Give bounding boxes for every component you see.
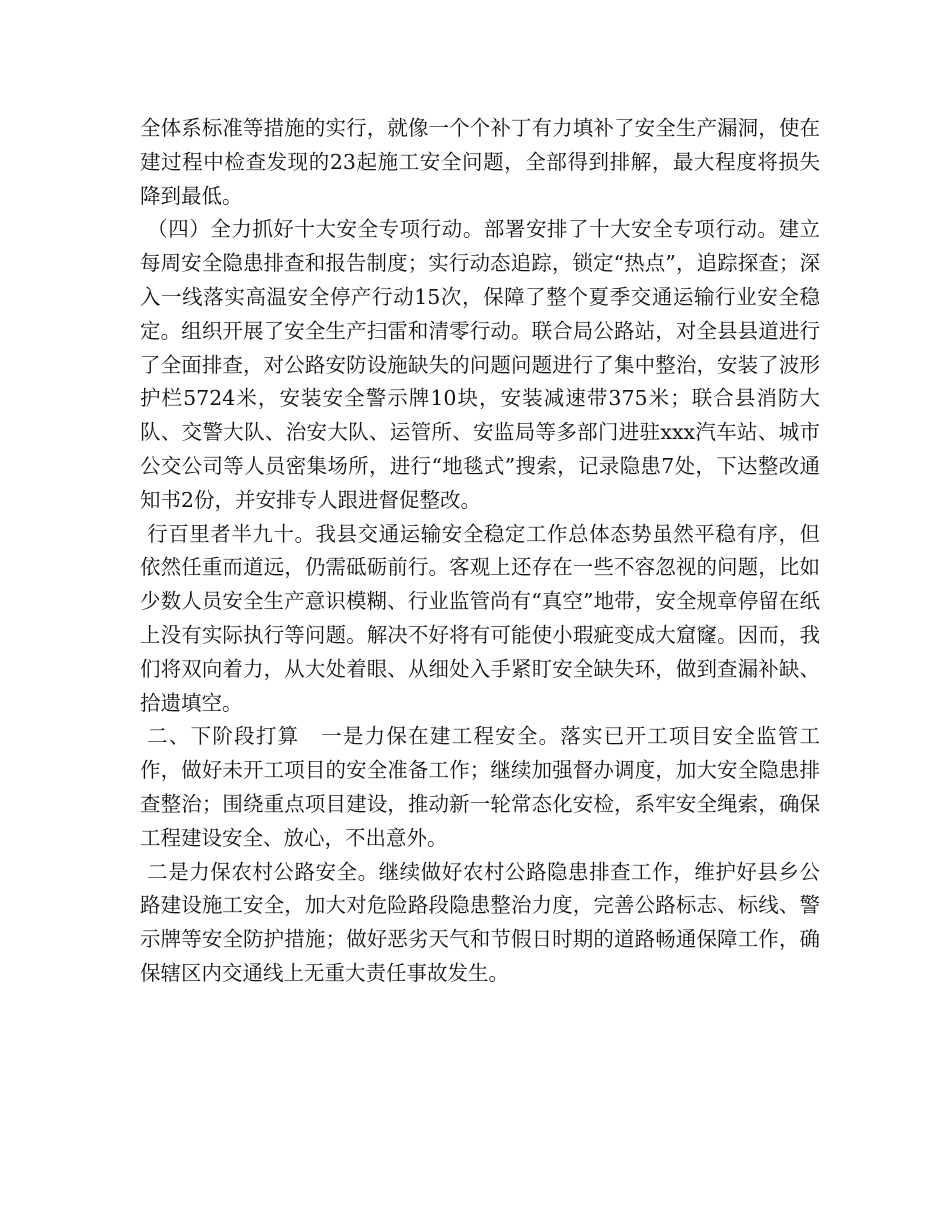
paragraph-rural-roads: 二是力保农村公路安全。继续做好农村公路隐患排查工作，维护好县乡公路建设施工安全，加大对危险路段隐患整治力度，完善公路标志、标线、警示牌等安全防护措施；做好恶劣天气和节假日时期的道路畅通保障工作，确保辖区内交通线上无重大责任事故发生。 (140, 859, 820, 985)
paragraph-safety-measures: 全体系标准等措施的实行，就像一个个补丁有力填补了安全生产漏洞，使在建过程中检查发现的23起施工安全问题，全部得到排解，最大程度将损失降到最低。 (140, 116, 820, 208)
paragraph-problems: 行百里者半九十。我县交通运输安全稳定工作总体态势虽然平稳有序，但依然任重而道远，仍需砥砺前行。客观上还存在一些不容忽视的问题，比如少数人员安全生产意识模糊、行业监管尚有“真空”地带，安全规章停留在纸上没有实际执行等问题。解决不好将有可能使小瑕疵变成大窟窿。因而，我们将双向着力，从大处着眼、从细处入手紧盯安全缺失环，做到查漏补缺、拾遗填空。 (140, 521, 820, 715)
paragraph-next-plan: 二、下阶段打算 一是力保在建工程安全。落实已开工项目安全监管工作，做好未开工项目的安全准备工作；继续加强督办调度，加大安全隐患排查整治；围绕重点项目建设，推动新一轮常态化安检，系牢安全绳索，确保工程建设安全、放心，不出意外。 (140, 724, 820, 850)
paragraph-special-actions: （四）全力抓好十大安全专项行动。部署安排了十大安全专项行动。建立每周安全隐患排查和报告制度；实行动态追踪，锁定“热点”，追踪探查；深入一线落实高温安全停产行动15次，保障了整个夏季交通运输行业安全稳定。组织开展了安全生产扫雷和清零行动。联合局公路站，对全县县道进行了全面排查，对公路安防设施缺失的问题问题进行了集中整治，安装了波形护栏5724米，安装安全警示牌10块，安装减速带375米；联合县消防大队、交警大队、治安大队、运管所、安监局等多部门进驻xxx汽车站、城市公交公司等人员密集场所，进行“地毯式”搜索，记录隐患7处，下达整改通知书2份，并安排专人跟进督促整改。 (140, 217, 820, 512)
document-body (140, 112, 820, 991)
